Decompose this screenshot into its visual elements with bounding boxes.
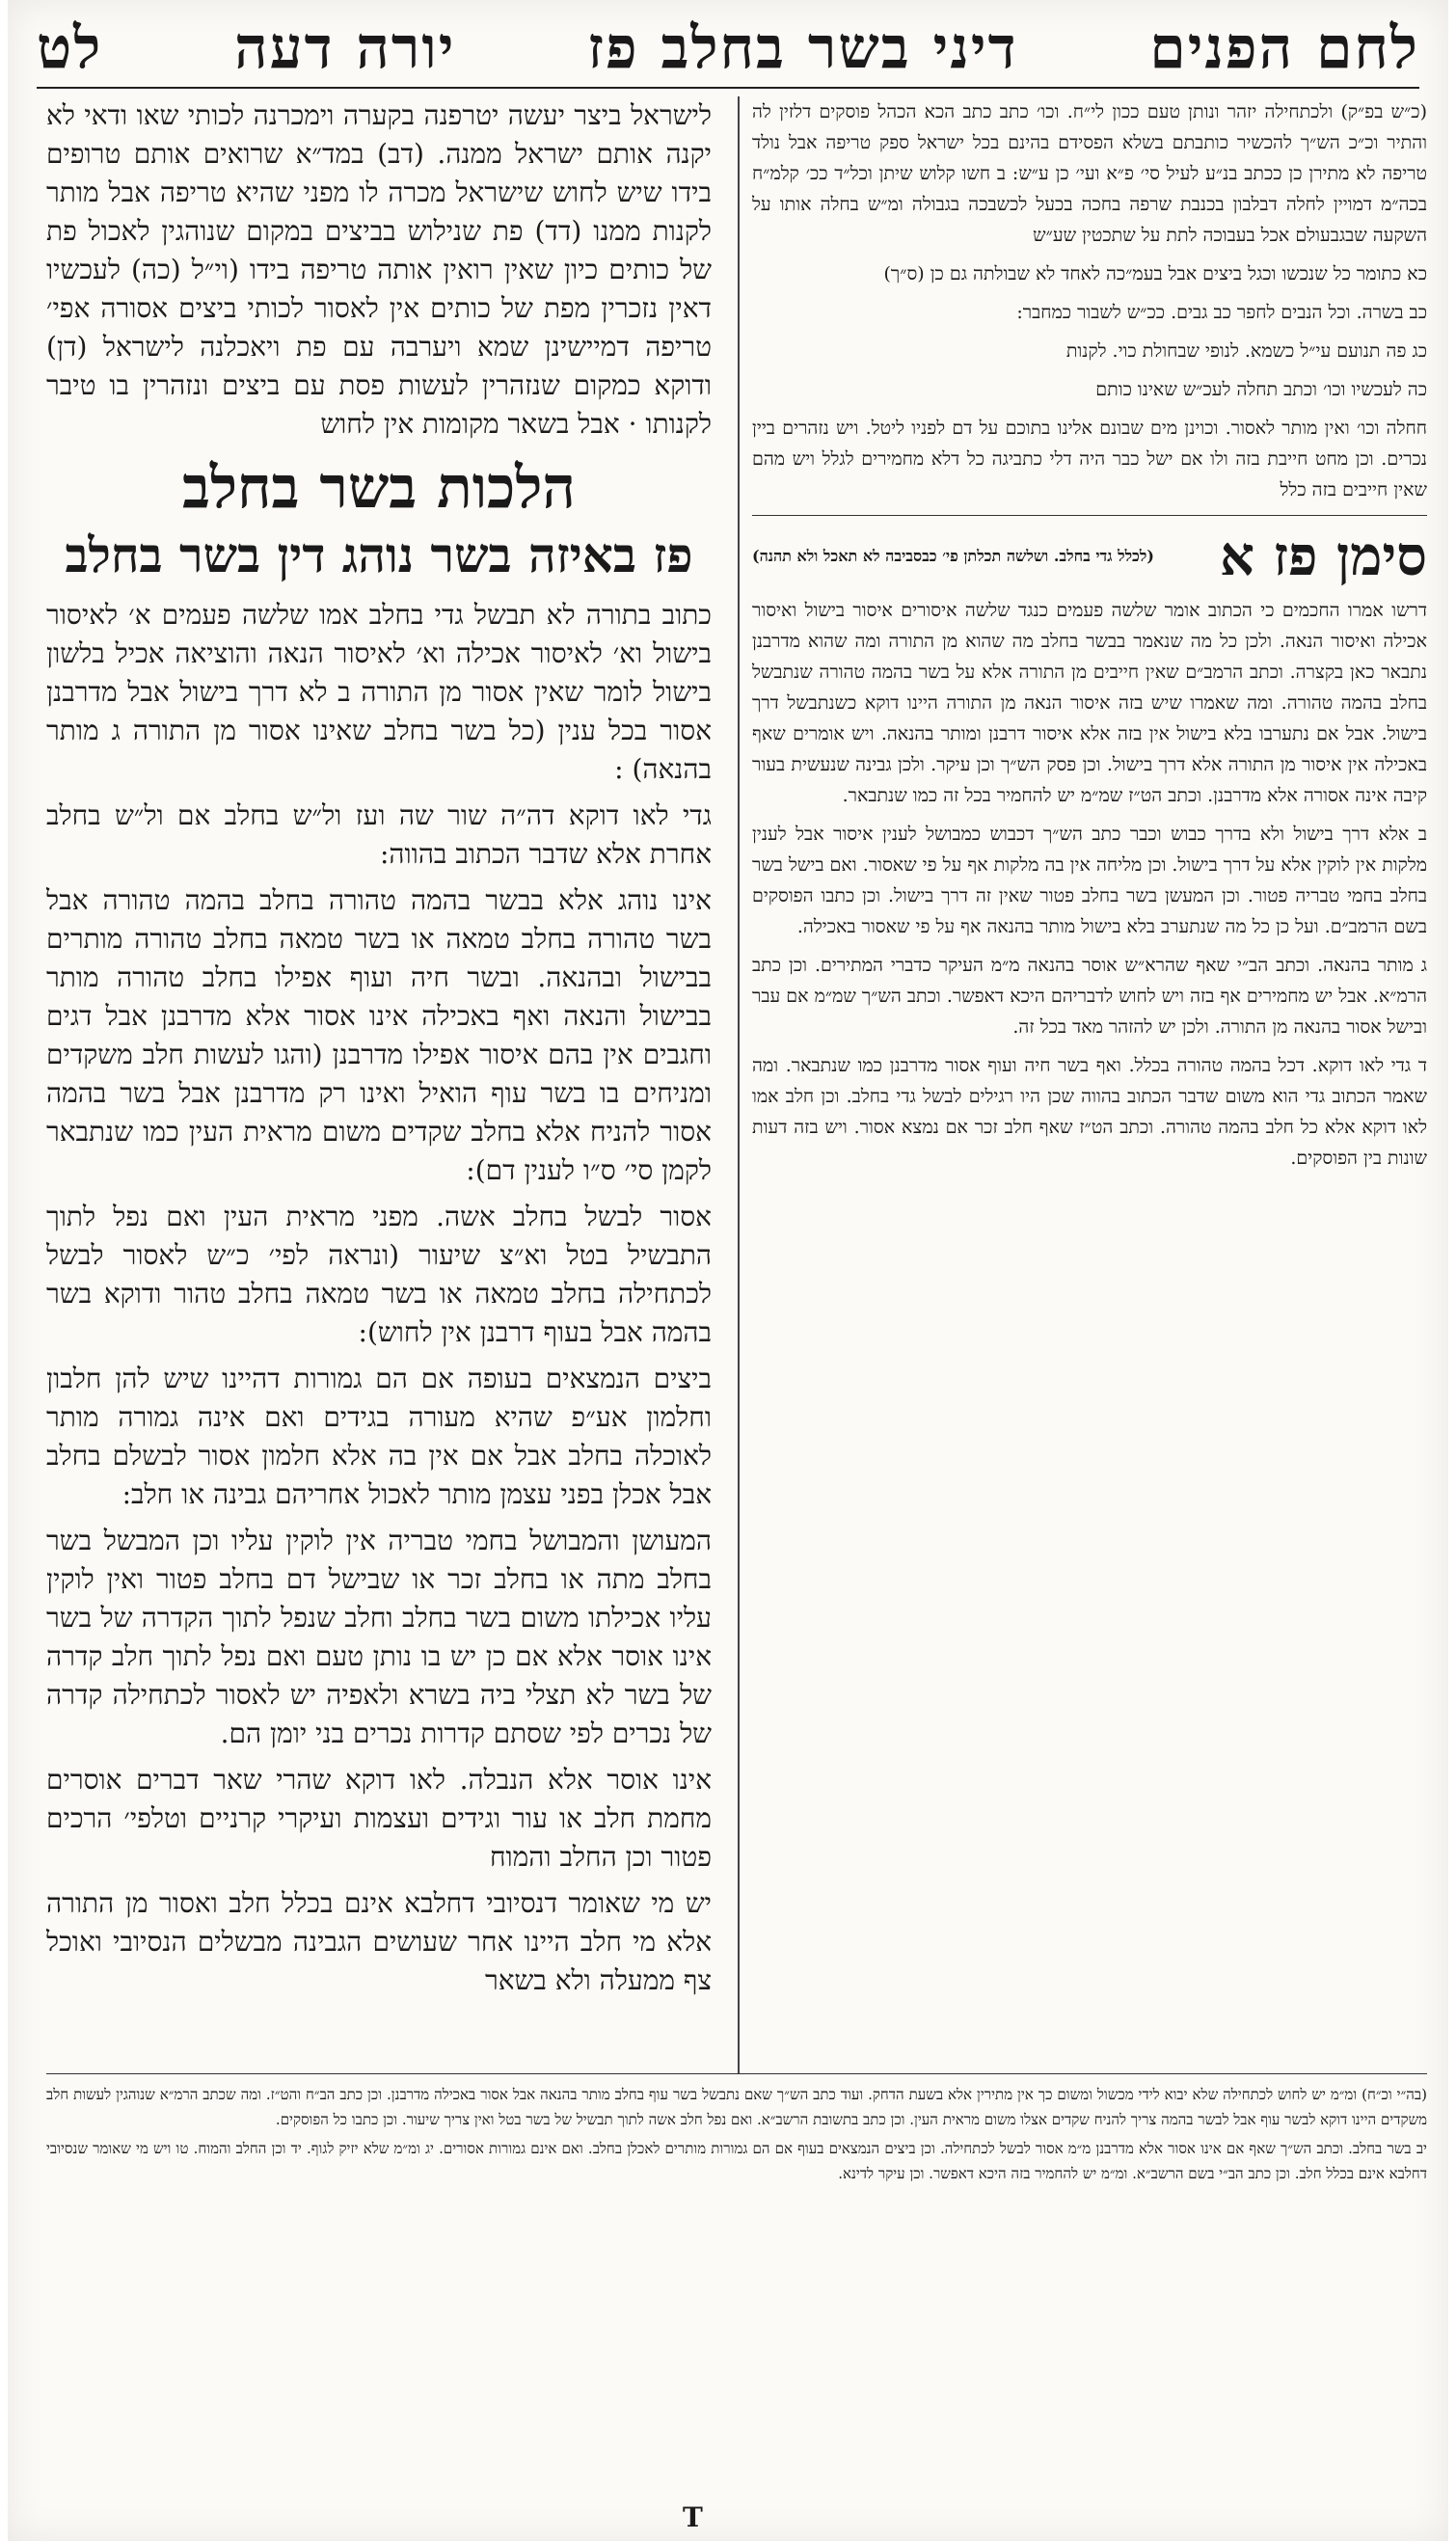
column-divider [738, 96, 740, 2073]
document-page [8, 0, 1448, 2541]
page-header [37, 10, 1419, 89]
right-mid-para: חחלה וכו׳ ואין מותר לאסור. וכוינן מים שבונם אלינו בתוכם על דם לפניו ליטל. ויש נזהרים ביין נכרים. וכן מחט חייבת בזה ולו אם ישל כבר היה דלי כתביגה כל דלא מחמירים לגלל ויש מהם שאין חייבים בזה כלל [752, 418, 1427, 500]
seif-kh: כה לעכשיו וכו׳ וכתב תחלה לעכ״ש שאינו כותם [1095, 379, 1427, 400]
footnote-block-2: יב בשר בחלב. וכתב הש״ך שאף אם אינו אסור אלא מדרבנן מ״מ אסור לבשל לכתחילה. וכן ביצים הנמצאים בעוף אם הם גמורות מותרים לאכלן בחלב. ואם אינם גמורות אסורים. יג ומ״מ שלא יזיק לגוף. יד וכן החלב והמוח. טו ויש מי שאומר שנסיובי דחלבא אינם בכלל חלב. וכן כתב הב״י בשם הרשב״א. ומ״מ יש להחמיר בזה היכא דאפשר. וכן עיקר לדינא. [46, 2140, 1427, 2182]
commentary-body-4: ד גדי לאו דוקא. דכל בהמה טהורה בכלל. ואף בשר חיה ועוף אסור מדרבנן כמו שנתבאר. ומה שאמר הכתוב גדי הוא משום שדבר הכתוב בהווה שכן היו רגילים לבשל גדי בחלב. וכן חלב אמו לאו דוקא אלא כל חלב בהמה טהורה. וכתב הט״ז שאף חלב זכר אם נמצא אסור. ויש בזה דעות שונות בין הפוסקים. [752, 1055, 1427, 1169]
seif-v: המעושן והמבושל בחמי טבריה אין לוקין עליו וכן המבשל בשר בחלב מתה או בחלב זכר או שבישל דם בחלב פטור ואין לוקין עליו אכילתו משום בשר בחלב וחלב שנפל לתוך הקדרה של בשר אינו אוסר אלא אם כן יש בו נותן טעם ואם נפל לתוך חלב קדרה של בשר לא תצלי ביה בשרא ולאפיה יש לאסור לכתחילה קדרה של נכרים לפי שסתם קדרות נכרים בני יומן הם. [46, 1525, 712, 1749]
footnotes [46, 2073, 1427, 2535]
section-title: יורה דעה [234, 14, 456, 82]
commentary-body-3: ג מותר בהנאה. וכתב הב״י שאף שהרא״ש אוסר בהנאה מ״מ העיקר כדברי המתירים. וכן כתב הרמ״א. אבל יש מחמירים אף בזה ויש לחוש לדבריהם היכא דאפשר. וכתב הש״ך שמ״מ אם עבר ובישל אסור בהנאה מן התורה. ולכן יש להזהר מאד בכל זה. [752, 955, 1427, 1038]
seif-kaf: כא כתומר כל שנכשו וכגל ביצים אבל בעמ״כה לאחד לא שבולתה גם כן (ס״ך) [883, 263, 1427, 284]
signature-mark: T [683, 2501, 703, 2533]
seif-kb: כב בשרה. וכל הנבים לחפר כב גבים. ככ״ש לשבור כמחבר: [1016, 302, 1427, 323]
seif-d: אסור לבשל בחלב אשה. מפני מראית העין ואם נפל לתוך התבשיל בטל וא״צ שיעור (ונראה לפי׳ כ״ש לאסור לבשל לכתחילה בחלב טמאה או בשר טמאה בחלב טהור ודוקא בשר בהמה אבל בעוף דרבנן אין לחוש): [46, 1201, 712, 1348]
footnote-block-1: (בה״י וכ״ח) ומ״מ יש לחוש לכתחילה שלא יבוא לידי מכשול ומשום כך אין מתירין אלא בשעת הדחק. ועוד כתב הש״ך שאם נתבשל בשר עוף בחלב מותר בהנאה אבל אסור באכילה מדרבנן. וכן כתב הב״ח והט״ז. ומה שכתב הרמ״א שנוהגין לעשות חלב משקדים היינו דוקא לבשר עוף אבל לבשר בהמה צריך להניח שקדים אצלו משום מראית העין. וכן כתב בתשובת הרשב״א. ואם נפל חלב אשה לתוך תבשיל של בשר בטל ואין צריך שיעור. וכן כתבו כל הפוסקים. [46, 2086, 1427, 2128]
left-top-para: לישראל ביצר יעשה יטרפנה בקערה וימכרנה לכותי שאו ודאי לא יקנה אותם ישראל ממנה. (דב) במד״א שרואים אותם טרופים בידו שיש לחוש שישראל מכרה לו מפני שהיא טריפה אבל מותר לקנות ממנו (דד) פת שנילוש בביצים במקום שנוהגין לאכול פת של כותים כיון שאין רואין אותה טריפה בידו (וי״ל (כה) לעכשיו דאין נזכרין מפת של כותים אין לאסור לכותי ביצים אסורה אפי׳ טריפה דמיישינן שמא ויערבה עם פת ויאכלנה לישראל (דן) ודוקא כמקום שנזהרין לעשות פסת עם ביצים ונזהרין בו טיבר לקנותו · אבל בשאר מקומות אין לחוש [46, 99, 712, 440]
right-column [752, 96, 1427, 2054]
commentary-body-2: ב אלא דרך בישול ולא בדרך כבוש וכבר כתב הש״ך דכבוש כמבושל לענין איסור אבל לענין מלקות אין לוקין אלא על דרך בישול. וכן מליחה אין בה מלקות אף על פי שאסור. ואם בישל בשר בחלב בחמי טבריה פטור. וכן המעשן בשר בחלב פטור שאין זה דרך בישול. וכן כתבו הפוסקים בשם הרמב״ם. ועל כן כל מה שנתערב בלא בישול מותר בהנאה אף על פי שאסור באכילה. [752, 824, 1427, 937]
seif-b: גדי לאו דוקא דה״ה שור שה ועז ול״ש בחלב אם ול״ש בחלב אחרת אלא שדבר הכתוב בהווה: [46, 799, 712, 870]
seif-h: ביצים הנמצאים בעופה אם הם גמורות דהיינו שיש להן חלבון וחלמון אע״פ שהיא מעורה בגידים ואם אינה גמורה מותר לאוכלה בחלב אבל אם אין בה אלא חלמון אסור לבשלם בחלב אבל אכלן בפני עצמן מותר לאכול אחריהם גבינה או חלב: [46, 1363, 712, 1510]
seif-kg: כג פה תנועם עי״ל כשמא. לנופי שבחולת כוי. לקנות [1065, 340, 1427, 362]
page-number: לט [37, 14, 103, 82]
seif-a: כתוב בתורה לא תבשל גדי בחלב אמו שלשה פעמים א׳ לאיסור בישול וא׳ לאיסור אכילה וא׳ לאיסור הנאה והוציאה אכיל בלשון בישול לומר שאין אסור מן התורה ב לא דרך בישול אבל מדרבנן אסור בכל ענין (כל בשר בחלב שאינו אסור מן התורה ג מותר בהנאה) : [46, 599, 712, 785]
seif-h2: יש מי שאומר דנסיובי דחלבא אינם בכלל חלב ואסור מן התורה אלא מי חלב היינו אחר שעושים הגבינה מבשלים הנסיובי ואוכל צף ממעלה ולא בשאר [46, 1887, 712, 1996]
book-title: לחם הפנים [1149, 14, 1419, 82]
section-subheading: פז באיזה בשר נוהג דין בשר בחלב [65, 527, 693, 583]
left-column [46, 96, 712, 2064]
commentary-body-1: דרשו אמרו החכמים כי הכתוב אומר שלשה פעמים כנגד שלשה איסורים איסור בישול ואיסור אכילה ואיסור הנאה. ולכן כל מה שנאמר בבשר בחלב מה שהוא מן התורה ומה שהוא מדרבנן נתבאר כאן בקצרה. וכתב הרמב״ם שאין חייבים מן התורה אלא על בשר בהמה טהורה שנתבשל בחלב בהמה טהורה. ומה שאמרו שיש בזה איסור הנאה מן התורה היינו דוקא כשנתבשל דרך בישול. אבל אם נתערבו בלא בישול אין בזה אלא איסור דרבנן ומותר בהנאה. ויש אומרים שאף באכילה אין איסור מן התורה אלא דרך בישול. וכן פסק הש״ך וכן עיקר. ולכן גבינה שנעשית בעור קיבה אינה אסורה אלא מדרבנן. וכתב הט״ז שמ״מ יש להחמיר בכל זה כמו שנתבאר. [752, 600, 1427, 806]
siman-summary: (לכלל גדי בחלב. ושלשה תכלתן פי׳ כבסביבה לא תאכל ולא תהנה) [752, 547, 1154, 565]
seif-g: אינו נוהג אלא בבשר בהמה טהורה בחלב בהמה טהורה אבל בשר טהורה בחלב טמאה או בשר טמאה בחלב טהורה מותרים בבישול ובהנאה. ובשר חיה ועוף אפילו בחלב טהורה מותר בבישול והנאה ואף באכילה אינו אסור אלא מדרבנן אבל דגים וחגבים אין בהם איסור אפילו מדרבנן (והגו לעשות חלב משקדים ומניחים בו בשר עוף הואיל ואינו רק מדרבנן אבל בשר בהמה אסור להניח אלא בחלב שקדים משום מראית העין כמו שנתבאר לקמן סי׳ ס״ו לענין דם): [46, 884, 712, 1186]
right-top-para: (כ״ש בפ״ק) ולכתחילה יזהר ונותן טעם ככון לי״ח. וכו׳ כתב כתב הכא הכהל פוסקים דלזין לה והתיר וכ״כ הש״ך להכשיר כותבתם בשלא הפסידם בהינם בכל ישראל ספק טריפה אבל נולד טריפה לא מתירן כן ככתב בנ״ע לעיל סי׳ פ״א ועי׳ כן ע״ש: ב חשו קלוש שיתן וכל״ד ככ׳ קלמ״ח בכה״מ דמויין לחלה דבלבון בכנבת שרפה בחכה בכעל לכשבכה בגבולה ומ״ש בחלה אותו על השקעה שבגבעולם אכל בעבוכה לתת על שתכטין שע״ש [752, 101, 1427, 246]
seif-z: אינו אוסר אלא הנבלה. לאו דוקא שהרי שאר דברים אוסרים מחמת חלב או עור וגידים ועצמות ועיקרי קרניים וטלפי׳ הרכים פטור וכן החלב והמוח [46, 1764, 712, 1873]
subject-title: דיני בשר בחלב פז [587, 14, 1018, 82]
siman-heading [752, 526, 1427, 587]
section-heading: הלכות בשר בחלב [182, 454, 576, 522]
siman-title: סימן פז א [1219, 525, 1427, 588]
divider [752, 515, 1427, 516]
